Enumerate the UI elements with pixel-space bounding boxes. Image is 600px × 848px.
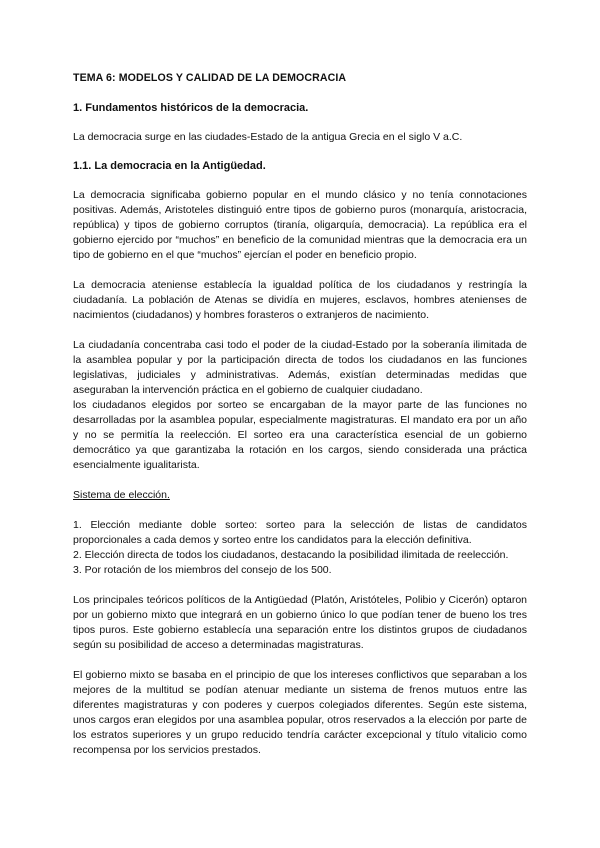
- paragraph: La ciudadanía concentraba casi todo el poder de la ciudad-Estado por la soberanía ilimitada de la asamblea popular y por la participación directa de todos los ciudadanos en las funciones legislativas, judiciales y administrativas. Además, existían determinadas medidas que aseguraban la intervención práctica en el gobierno de cualquier ciudadano.: [73, 339, 527, 396]
- list-item: 2. Elección directa de todos los ciudadanos, destacando la posibilidad ilimitada de reelección.: [73, 549, 509, 561]
- section-1-heading: 1. Fundamentos históricos de la democracia.: [73, 102, 309, 114]
- paragraph: los ciudadanos elegidos por sorteo se encargaban de la mayor parte de las funciones no desarrolladas por la asamblea popular, especialmente magistraturas. El mandato era por un año y no se permitía la reelección. El sorteo era una característica esencial de un gobierno democrático ya que garantizaba la rotación en los cargos, siendo considerada una práctica esencialmente igualitarista.: [73, 399, 527, 471]
- list-item: 3. Por rotación de los miembros del consejo de los 500.: [73, 564, 332, 576]
- list-item: 1. Elección mediante doble sorteo: sorteo para la selección de listas de candidatos proporcionales a cada demos y sorteo entre los candidatos para la elección definitiva.: [73, 519, 527, 546]
- section-1-1-heading: 1.1. La democracia en la Antigüedad.: [73, 160, 266, 172]
- paragraph: La democracia significaba gobierno popular en el mundo clásico y no tenía connotaciones positivas. Además, Aristoteles distinguió entre tipos de gobierno puros (monarquía, aristocracia, república) y tipos de gobierno corruptos (tiranía, oligarquía, democracia). La república era el gobierno ejercido por “muchos” en beneficio de la comunidad mientras que la democracia era un tipo de gobierno en el que “muchos” ejercían el poder en beneficio propio.: [73, 189, 527, 261]
- paragraph: Los principales teóricos políticos de la Antigüedad (Platón, Aristóteles, Polibio y Cicerón) optaron por un gobierno mixto que integrará en un gobierno único lo que podían tener de bueno los tres tipos puros. Este gobierno establecía una separación entre los distintos grupos de ciudadanos según su posibilidad de acceso a determinadas magistraturas.: [73, 594, 527, 651]
- document-title: TEMA 6: MODELOS Y CALIDAD DE LA DEMOCRACIA: [73, 72, 347, 84]
- election-list: [73, 518, 527, 578]
- section-1-intro: La democracia surge en las ciudades-Estado de la antigua Grecia en el siglo V a.C.: [73, 131, 463, 143]
- paragraph: La democracia ateniense establecía la igualdad política de los ciudadanos y restringía la ciudadanía. La población de Atenas se dividía en mujeres, esclavos, hombres atenienses de nacimientos (ciudadanos) y hombres forasteros o extranjeros de nacimiento.: [73, 279, 527, 321]
- paragraph: El gobierno mixto se basaba en el principio de que los intereses conflictivos que separaban a los mejores de la multitud se podían atenuar mediante un sistema de frenos mutuos entre las diferentes magistraturas y con poderes y cuerpos colegiados diferentes. Según este sistema, unos cargos eran elegidos por una asamblea popular, otros reservados a la elección por parte de los estratos superiores y un grupo reducido tendría carácter excepcional y título vitalicio como recompensa por los servicios prestados.: [73, 669, 527, 756]
- election-system-heading: Sistema de elección.: [73, 489, 170, 501]
